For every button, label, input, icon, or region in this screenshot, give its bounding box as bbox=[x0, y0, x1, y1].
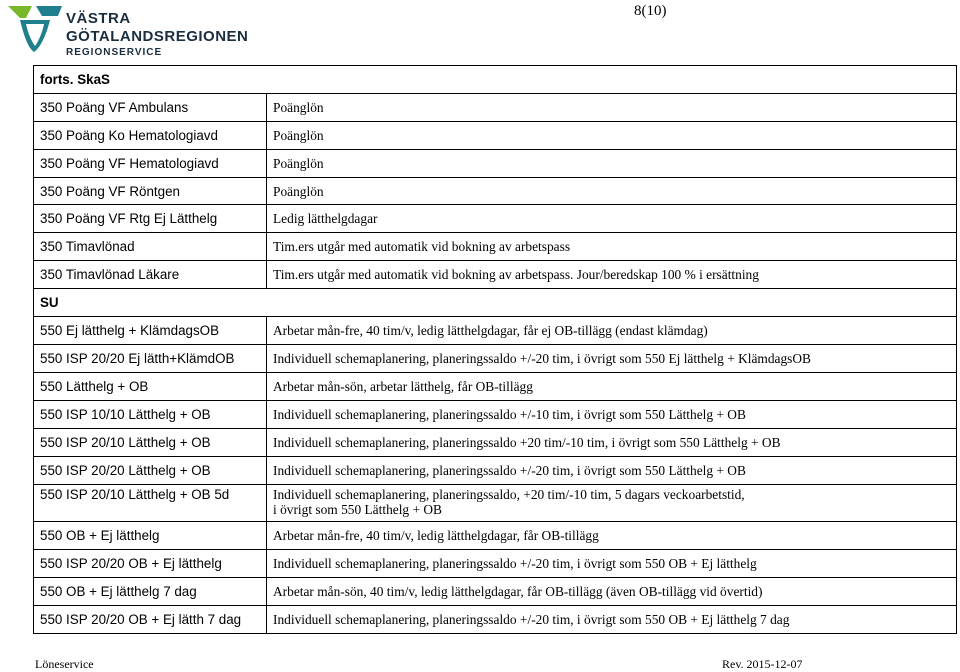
pay-code-cell: 550 ISP 20/10 Lätthelg + OB bbox=[34, 429, 267, 457]
table-row bbox=[34, 550, 957, 578]
description-line: Individuell schemaplanering, planeringssaldo, +20 tim/-10 tim, 5 dagars veckoarbetstid, bbox=[273, 487, 745, 502]
table-row bbox=[34, 485, 957, 522]
footer-left: Löneservice bbox=[35, 657, 94, 671]
pay-code-cell: 350 Poäng Ko Hematologiavd bbox=[34, 122, 267, 150]
logo-line2: GÖTALANDSREGIONEN bbox=[66, 28, 249, 45]
logo-line3: REGIONSERVICE bbox=[66, 47, 163, 58]
pay-code-cell: 550 ISP 20/20 OB + Ej lätthelg bbox=[34, 550, 267, 578]
table-row bbox=[34, 373, 957, 401]
description-cell: Arbetar mån-fre, 40 tim/v, ledig lätthelgdagar, får ej OB-tillägg (endast klämdag) bbox=[267, 317, 957, 345]
table-row bbox=[34, 401, 957, 429]
section-header-row bbox=[34, 289, 957, 317]
description-cell: Individuell schemaplanering, planeringssaldo +/-20 tim, i övrigt som 550 OB + Ej lätthelg bbox=[267, 550, 957, 578]
description-cell: Poänglön bbox=[267, 122, 957, 150]
pay-code-cell: 350 Timavlönad bbox=[34, 233, 267, 261]
description-cell: Individuell schemaplanering, planeringssaldo +/-20 tim, i övrigt som 550 OB + Ej lätthelg 7 dag bbox=[267, 606, 957, 634]
description-cell: Poänglön bbox=[267, 150, 957, 178]
pay-code-cell: 550 ISP 10/10 Lätthelg + OB bbox=[34, 401, 267, 429]
section-header-row bbox=[34, 66, 957, 94]
pay-code-cell: 550 OB + Ej lätthelg bbox=[34, 522, 267, 550]
description-cell: Individuell schemaplanering, planeringssaldo +/-10 tim, i övrigt som 550 Lätthelg + OB bbox=[267, 401, 957, 429]
pay-code-cell: 550 OB + Ej lätthelg 7 dag bbox=[34, 578, 267, 606]
table-row bbox=[34, 606, 957, 634]
table-row bbox=[34, 205, 957, 233]
pay-code-cell: 550 Ej lätthelg + KlämdagsOB bbox=[34, 317, 267, 345]
vgr-logo bbox=[6, 2, 266, 57]
table-row bbox=[34, 457, 957, 485]
description-cell: Individuell schemaplanering, planeringssaldo +/-20 tim, i övrigt som 550 Ej lätthelg + KlämdagsOB bbox=[267, 345, 957, 373]
pay-code-cell: 350 Poäng VF Röntgen bbox=[34, 178, 267, 205]
pay-code-cell: 350 Poäng VF Ambulans bbox=[34, 94, 267, 122]
table-row bbox=[34, 429, 957, 457]
table-row bbox=[34, 578, 957, 606]
table-row bbox=[34, 122, 957, 150]
description-cell bbox=[267, 485, 957, 522]
description-cell: Tim.ers utgår med automatik vid bokning av arbetspass bbox=[267, 233, 957, 261]
pay-code-cell: 550 Lätthelg + OB bbox=[34, 373, 267, 401]
pay-code-table bbox=[33, 65, 957, 634]
logo-mark-icon bbox=[6, 2, 64, 54]
section-header: SU bbox=[34, 289, 957, 317]
pay-code-cell: 550 ISP 20/20 Ej lätth+KlämdOB bbox=[34, 345, 267, 373]
description-cell: Poänglön bbox=[267, 94, 957, 122]
description-cell: Poänglön bbox=[267, 178, 957, 205]
table-row bbox=[34, 261, 957, 289]
description-cell: Arbetar mån-fre, 40 tim/v, ledig lätthelgdagar, får OB-tillägg bbox=[267, 522, 957, 550]
table-body bbox=[34, 66, 957, 634]
description-cell: Individuell schemaplanering, planeringssaldo +20 tim/-10 tim, i övrigt som 550 Lätthelg + OB bbox=[267, 429, 957, 457]
table-row bbox=[34, 178, 957, 205]
table-row bbox=[34, 522, 957, 550]
table-row bbox=[34, 317, 957, 345]
footer-right: Rev. 2015-12-07 bbox=[722, 657, 803, 671]
section-header: forts. SkaS bbox=[34, 66, 957, 94]
table-row bbox=[34, 345, 957, 373]
description-line: i övrigt som 550 Lätthelg + OB bbox=[273, 502, 442, 517]
pay-code-cell: 350 Poäng VF Hematologiavd bbox=[34, 150, 267, 178]
pay-code-cell: 550 ISP 20/10 Lätthelg + OB 5d bbox=[34, 485, 267, 522]
page-number: 8(10) bbox=[634, 3, 667, 19]
description-cell: Ledig lätthelgdagar bbox=[267, 205, 957, 233]
pay-code-cell: 550 ISP 20/20 OB + Ej lätth 7 dag bbox=[34, 606, 267, 634]
pay-code-cell: 550 ISP 20/20 Lätthelg + OB bbox=[34, 457, 267, 485]
table-row bbox=[34, 94, 957, 122]
description-cell: Arbetar mån-sön, arbetar lätthelg, får OB-tillägg bbox=[267, 373, 957, 401]
logo-text bbox=[66, 11, 248, 58]
table-row bbox=[34, 150, 957, 178]
table-row bbox=[34, 233, 957, 261]
description-cell: Individuell schemaplanering, planeringssaldo +/-20 tim, i övrigt som 550 Lätthelg + OB bbox=[267, 457, 957, 485]
pay-code-cell: 350 Poäng VF Rtg Ej Lätthelg bbox=[34, 205, 267, 233]
pay-code-cell: 350 Timavlönad Läkare bbox=[34, 261, 267, 289]
description-cell: Tim.ers utgår med automatik vid bokning av arbetspass. Jour/beredskap 100 % i ersättning bbox=[267, 261, 957, 289]
description-cell: Arbetar mån-sön, 40 tim/v, ledig lätthelgdagar, får OB-tillägg (även OB-tillägg vid övertid) bbox=[267, 578, 957, 606]
logo-line1: VÄSTRA bbox=[66, 10, 131, 27]
